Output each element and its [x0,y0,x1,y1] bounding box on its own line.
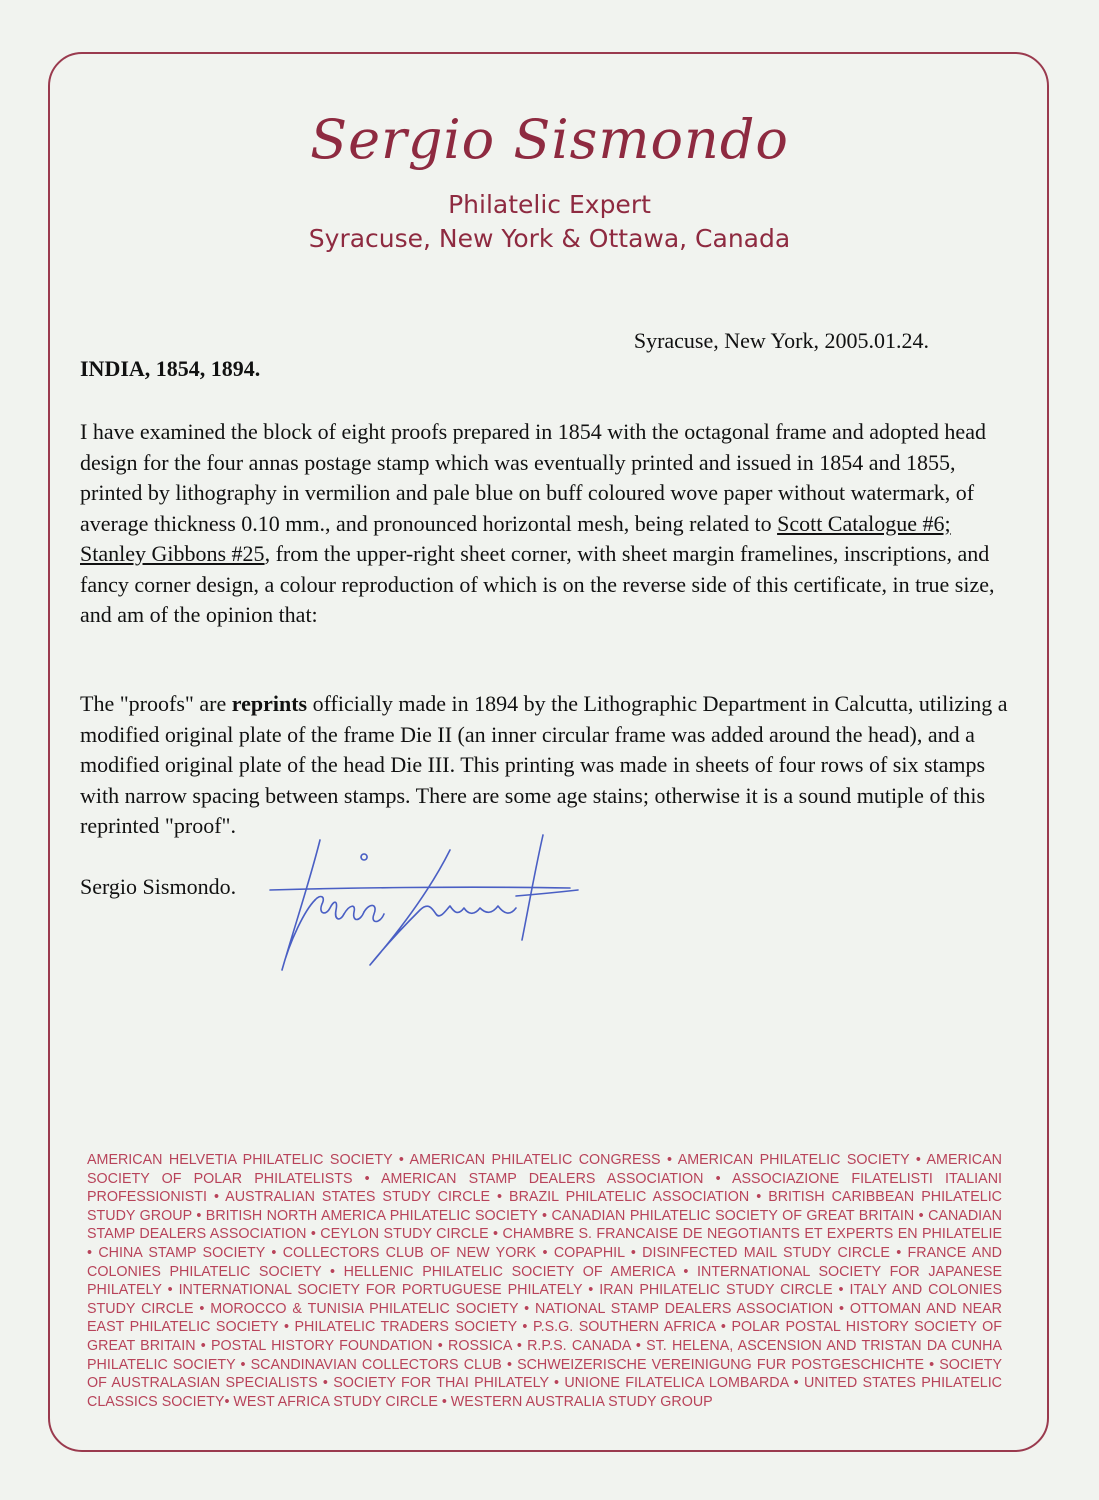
letterhead-title: Philatelic Expert [448,190,651,219]
letterhead-locations: Syracuse, New York & Ottawa, Canada [308,224,791,253]
catalogue-reference: Scott Catalogue #6; Stanley Gibbons #25 [80,510,951,566]
certificate-heading: INDIA, 1854, 1894. [80,356,261,381]
letterhead-name: Sergio Sismondo [310,108,789,171]
examination-paragraph [80,417,1020,631]
member-societies-list: AMERICAN HELVETIA PHILATELIC SOCIETY • AMERICAN PHILATELIC CONGRESS • AMERICAN PHILATELIC SOCIETY • AMERICAN SOCIETY OF POLAR PHILATELISTS • AMERICAN STAMP DEALERS ASSOCIATION • ASSOCIAZIONE FILATELISTI ITALIANI PROFESSIONISTI • AUSTRALIAN STATES STUDY CIRCLE • BRAZIL PHILATELIC ASSOCIATION • BRITISH CARIBBEAN PHILATELIC STUDY GROUP • BRITISH NORTH AMERICA PHILATELIC SOCIETY • CANADIAN PHILATELIC SOCIETY OF GREAT BRITAIN • CANADIAN STAMP DEALERS ASSOCIATION • CEYLON STUDY CIRCLE • CHAMBRE S. FRANCAISE DE NEGOTIANTS ET EXPERTS EN PHILATELIE • CHINA STAMP SOCIETY • COLLECTORS CLUB OF NEW YORK • COPAPHIL • DISINFECTED MAIL STUDY CIRCLE • FRANCE AND COLONIES PHILATELIC SOCIETY • HELLENIC PHILATELIC SOCIETY OF AMERICA • INTERNATIONAL SOCIETY FOR JAPANESE PHILATELY • INTERNATIONAL SOCIETY FOR PORTUGUESE PHILATELY • IRAN PHILATELIC STUDY CIRCLE • ITALY AND COLONIES STUDY CIRCLE • MOROCCO & TUNISIA PHILATELIC SOCIETY • NATIONAL STAMP DEALERS ASSOCIATION • OTTOMAN AND NEAR EAST PHILATELIC SOCIETY • PHILATELIC TRADERS SOCIETY • P.S.G. SOUTHERN AFRICA • POLAR POSTAL HISTORY SOCIETY OF GREAT BRITAIN • POSTAL HISTORY FOUNDATION • ROSSICA • R.P.S. CANADA • ST. HELENA, ASCENSION AND TRISTAN DA CUNHA PHILATELIC SOCIETY • SCANDINAVIAN COLLECTORS CLUB • SCHWEIZERISCHE VEREINIGUNG FUR POSTGESCHICHTE • SOCIETY OF AUSTRALASIAN SPECIALISTS • SOCIETY FOR THAI PHILATELY • UNIONE FILATELICA LOMBARDA • UNITED STATES PHILATELIC CLASSICS SOCIETY• WEST AFRICA STUDY CIRCLE • WESTERN AUSTRALIA STUDY GROUP [87,1152,1002,1410]
opinion-emphasis: reprints [231,691,308,716]
dateline: Syracuse, New York, 2005.01.24. [633,328,929,353]
examination-text-end: , from the upper-right sheet corner, with sheet margin framelines, inscriptions, and fancy corner design, a colour reproduction of which is on the reverse side of this certificate, in true size, and am of the opinion that: [80,541,995,627]
opinion-text-start: The "proofs" are [80,691,232,716]
closing-name: Sergio Sismondo. [80,874,237,899]
handwritten-signature [260,830,590,980]
opinion-paragraph [80,689,1020,842]
examination-text-start: I have examined the block of eight proofs prepared in 1854 with the octagonal frame and adopted head design for the four annas postage stamp which was eventually printed and issued in 1854 and 1855, printed by lithography in vermilion and pale blue on buff coloured wove paper without watermark, of average thickness 0.10 mm., and pronounced horizontal mesh, being related to [80,419,986,536]
opinion-text-end: officially made in 1894 by the Lithographic Department in Calcutta, utilizing a modified original plate of the frame Die II (an inner circular frame was added around the head), and a modified original plate of the head Die III. This printing was made in sheets of four rows of six stamps with narrow spacing between stamps. There are some age stains; otherwise it is a sound mutiple of this reprinted "proof". [80,691,1008,838]
